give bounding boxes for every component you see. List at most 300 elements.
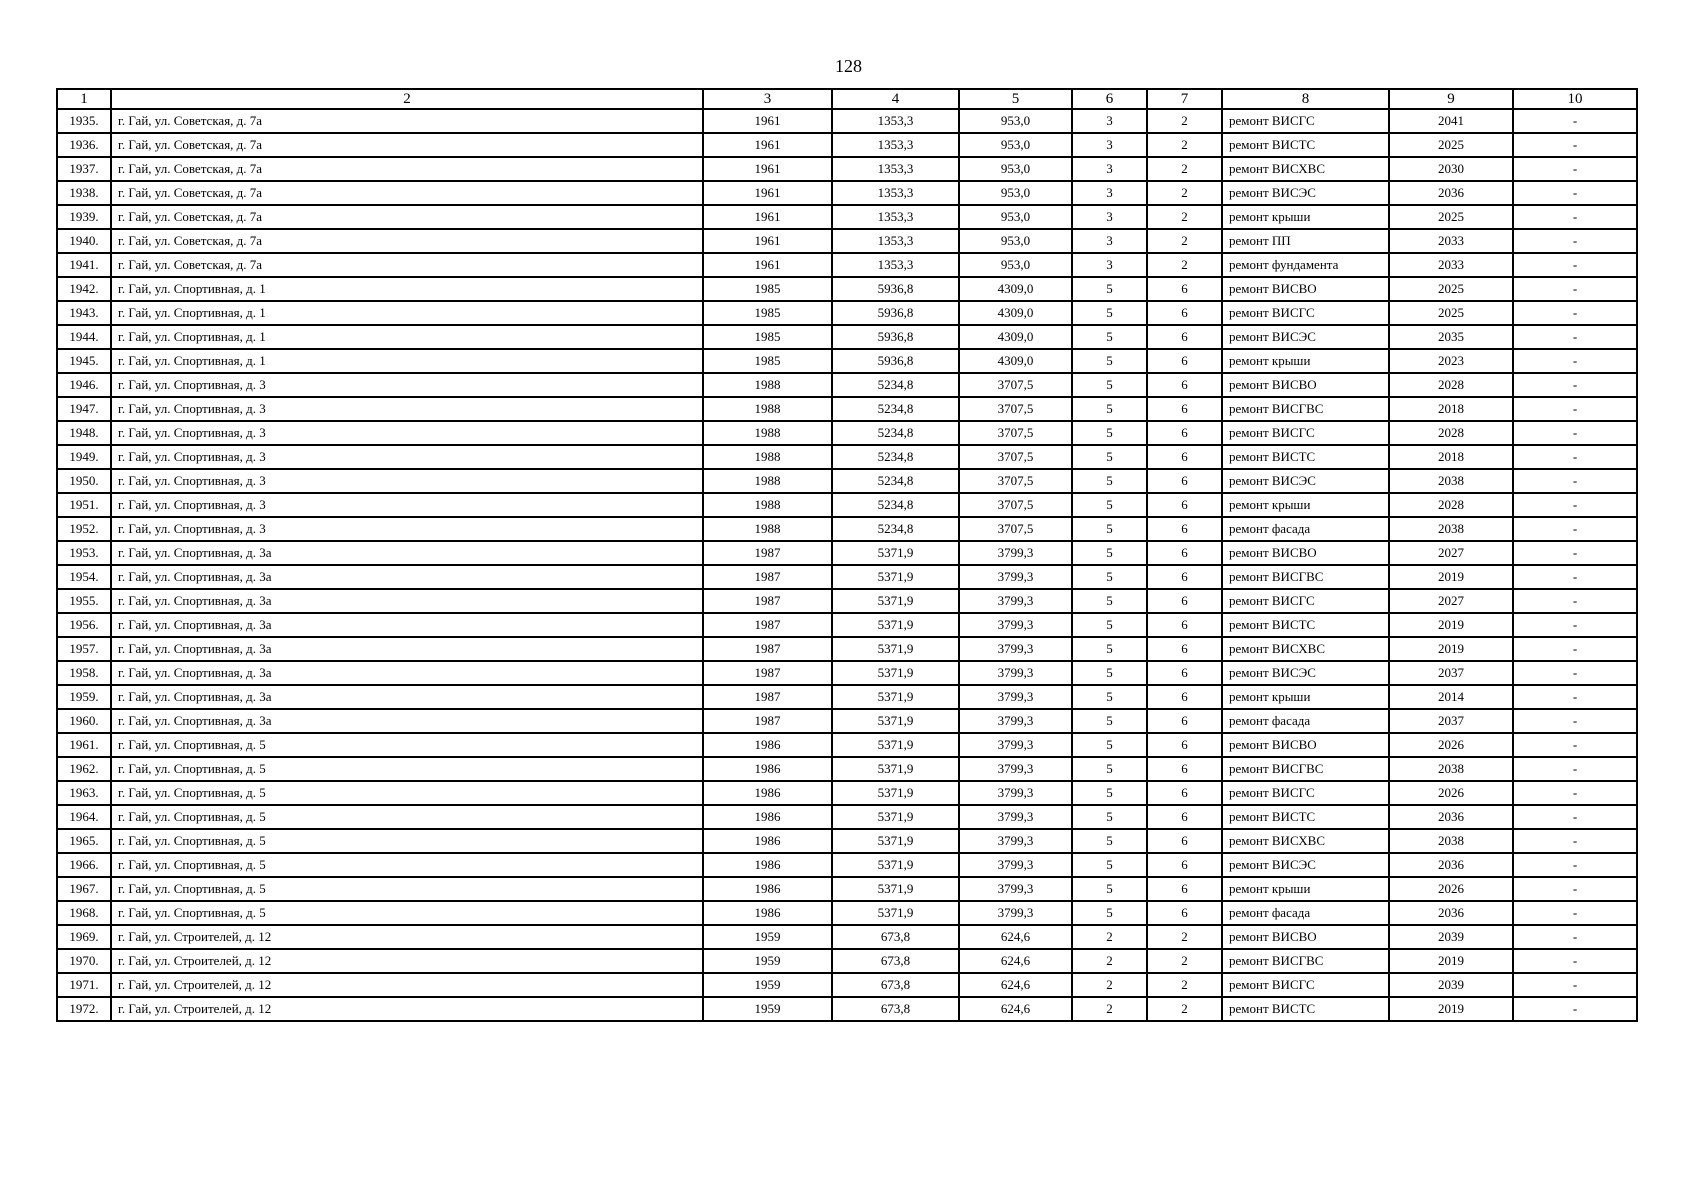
cell-floors: 3: [1072, 133, 1147, 157]
cell-total-area: 5936,8: [832, 301, 959, 325]
cell-planned-year: 2037: [1389, 661, 1513, 685]
cell-planned-year: 2026: [1389, 877, 1513, 901]
cell-living-area: 624,6: [959, 949, 1072, 973]
cell-total-area: 1353,3: [832, 157, 959, 181]
cell-entrances: 6: [1147, 757, 1222, 781]
cell-work-type: ремонт ВИСГВС: [1222, 397, 1389, 421]
cell-address: г. Гай, ул. Советская, д. 7а: [111, 253, 703, 277]
cell-row-number: 1965.: [57, 829, 111, 853]
table-row: [57, 469, 1637, 493]
cell-planned-year: 2019: [1389, 997, 1513, 1021]
cell-floors: 2: [1072, 997, 1147, 1021]
cell-total-area: 5371,9: [832, 541, 959, 565]
cell-total-area: 5371,9: [832, 589, 959, 613]
cell-total-area: 5936,8: [832, 325, 959, 349]
cell-floors: 2: [1072, 973, 1147, 997]
cell-total-area: 5234,8: [832, 517, 959, 541]
cell-floors: 5: [1072, 805, 1147, 829]
cell-note: -: [1513, 349, 1637, 373]
cell-note: -: [1513, 229, 1637, 253]
cell-floors: 5: [1072, 781, 1147, 805]
cell-total-area: 1353,3: [832, 205, 959, 229]
cell-row-number: 1945.: [57, 349, 111, 373]
cell-note: -: [1513, 253, 1637, 277]
cell-note: -: [1513, 109, 1637, 133]
cell-planned-year: 2038: [1389, 469, 1513, 493]
cell-planned-year: 2035: [1389, 325, 1513, 349]
cell-living-area: 3707,5: [959, 397, 1072, 421]
cell-year-built: 1988: [703, 421, 832, 445]
cell-row-number: 1940.: [57, 229, 111, 253]
cell-row-number: 1960.: [57, 709, 111, 733]
cell-work-type: ремонт ВИСТС: [1222, 613, 1389, 637]
cell-living-area: 3799,3: [959, 781, 1072, 805]
cell-planned-year: 2028: [1389, 373, 1513, 397]
cell-note: -: [1513, 685, 1637, 709]
cell-work-type: ремонт ВИСВО: [1222, 733, 1389, 757]
cell-address: г. Гай, ул. Спортивная, д. 5: [111, 733, 703, 757]
table-row: [57, 757, 1637, 781]
cell-note: -: [1513, 469, 1637, 493]
cell-row-number: 1963.: [57, 781, 111, 805]
cell-total-area: 5371,9: [832, 613, 959, 637]
cell-work-type: ремонт ВИСЭС: [1222, 469, 1389, 493]
cell-year-built: 1986: [703, 805, 832, 829]
cell-floors: 5: [1072, 853, 1147, 877]
cell-planned-year: 2025: [1389, 301, 1513, 325]
cell-work-type: ремонт крыши: [1222, 685, 1389, 709]
cell-work-type: ремонт ВИСВО: [1222, 541, 1389, 565]
cell-address: г. Гай, ул. Спортивная, д. 3а: [111, 589, 703, 613]
cell-living-area: 3707,5: [959, 373, 1072, 397]
cell-living-area: 3799,3: [959, 589, 1072, 613]
cell-living-area: 3799,3: [959, 541, 1072, 565]
cell-total-area: 5371,9: [832, 805, 959, 829]
cell-year-built: 1987: [703, 613, 832, 637]
cell-living-area: 4309,0: [959, 301, 1072, 325]
cell-living-area: 3707,5: [959, 421, 1072, 445]
cell-entrances: 6: [1147, 589, 1222, 613]
cell-row-number: 1959.: [57, 685, 111, 709]
cell-year-built: 1985: [703, 301, 832, 325]
cell-row-number: 1947.: [57, 397, 111, 421]
cell-address: г. Гай, ул. Спортивная, д. 5: [111, 853, 703, 877]
cell-entrances: 6: [1147, 829, 1222, 853]
table-row: [57, 925, 1637, 949]
table-row: [57, 877, 1637, 901]
cell-row-number: 1961.: [57, 733, 111, 757]
cell-planned-year: 2041: [1389, 109, 1513, 133]
cell-floors: 5: [1072, 469, 1147, 493]
cell-row-number: 1942.: [57, 277, 111, 301]
table-row: [57, 997, 1637, 1021]
table-row: [57, 133, 1637, 157]
cell-living-area: 3707,5: [959, 493, 1072, 517]
cell-work-type: ремонт ВИСЭС: [1222, 853, 1389, 877]
cell-row-number: 1948.: [57, 421, 111, 445]
cell-planned-year: 2036: [1389, 805, 1513, 829]
cell-total-area: 673,8: [832, 925, 959, 949]
cell-entrances: 2: [1147, 253, 1222, 277]
cell-entrances: 2: [1147, 181, 1222, 205]
cell-entrances: 2: [1147, 925, 1222, 949]
cell-note: -: [1513, 757, 1637, 781]
cell-planned-year: 2019: [1389, 949, 1513, 973]
cell-year-built: 1986: [703, 733, 832, 757]
cell-living-area: 953,0: [959, 229, 1072, 253]
table-row: [57, 397, 1637, 421]
cell-living-area: 953,0: [959, 253, 1072, 277]
cell-living-area: 3707,5: [959, 445, 1072, 469]
table-row: [57, 205, 1637, 229]
cell-planned-year: 2027: [1389, 541, 1513, 565]
cell-living-area: 953,0: [959, 157, 1072, 181]
table-row: [57, 805, 1637, 829]
cell-work-type: ремонт крыши: [1222, 205, 1389, 229]
cell-work-type: ремонт крыши: [1222, 349, 1389, 373]
cell-entrances: 6: [1147, 469, 1222, 493]
cell-entrances: 2: [1147, 133, 1222, 157]
cell-row-number: 1939.: [57, 205, 111, 229]
cell-floors: 5: [1072, 301, 1147, 325]
cell-address: г. Гай, ул. Спортивная, д. 3а: [111, 661, 703, 685]
cell-address: г. Гай, ул. Спортивная, д. 3а: [111, 709, 703, 733]
cell-row-number: 1936.: [57, 133, 111, 157]
cell-work-type: ремонт фасада: [1222, 901, 1389, 925]
cell-living-area: 3799,3: [959, 565, 1072, 589]
cell-entrances: 6: [1147, 613, 1222, 637]
cell-work-type: ремонт ВИСГС: [1222, 421, 1389, 445]
cell-floors: 5: [1072, 493, 1147, 517]
cell-floors: 5: [1072, 325, 1147, 349]
cell-address: г. Гай, ул. Советская, д. 7а: [111, 181, 703, 205]
cell-work-type: ремонт крыши: [1222, 493, 1389, 517]
cell-row-number: 1964.: [57, 805, 111, 829]
cell-floors: 5: [1072, 349, 1147, 373]
cell-floors: 5: [1072, 589, 1147, 613]
cell-row-number: 1950.: [57, 469, 111, 493]
cell-entrances: 6: [1147, 877, 1222, 901]
cell-work-type: ремонт ВИСХВС: [1222, 157, 1389, 181]
cell-entrances: 6: [1147, 421, 1222, 445]
cell-work-type: ремонт ВИСВО: [1222, 373, 1389, 397]
cell-work-type: ремонт ВИСГС: [1222, 973, 1389, 997]
cell-living-area: 624,6: [959, 973, 1072, 997]
cell-note: -: [1513, 613, 1637, 637]
cell-year-built: 1988: [703, 397, 832, 421]
cell-work-type: ремонт ВИСТС: [1222, 445, 1389, 469]
cell-total-area: 5371,9: [832, 733, 959, 757]
cell-floors: 5: [1072, 709, 1147, 733]
cell-entrances: 2: [1147, 997, 1222, 1021]
cell-year-built: 1961: [703, 133, 832, 157]
cell-address: г. Гай, ул. Спортивная, д. 3: [111, 445, 703, 469]
cell-planned-year: 2026: [1389, 733, 1513, 757]
cell-note: -: [1513, 493, 1637, 517]
cell-total-area: 5936,8: [832, 349, 959, 373]
cell-living-area: 953,0: [959, 133, 1072, 157]
cell-note: -: [1513, 133, 1637, 157]
table-row: [57, 445, 1637, 469]
table-row: [57, 661, 1637, 685]
cell-year-built: 1988: [703, 493, 832, 517]
cell-total-area: 5371,9: [832, 637, 959, 661]
cell-note: -: [1513, 805, 1637, 829]
cell-note: -: [1513, 325, 1637, 349]
cell-note: -: [1513, 445, 1637, 469]
cell-year-built: 1986: [703, 781, 832, 805]
cell-note: -: [1513, 301, 1637, 325]
cell-entrances: 6: [1147, 325, 1222, 349]
cell-entrances: 6: [1147, 373, 1222, 397]
cell-planned-year: 2028: [1389, 493, 1513, 517]
cell-planned-year: 2018: [1389, 397, 1513, 421]
cell-total-area: 5234,8: [832, 397, 959, 421]
cell-note: -: [1513, 709, 1637, 733]
cell-entrances: 2: [1147, 157, 1222, 181]
cell-floors: 5: [1072, 757, 1147, 781]
table-row: [57, 421, 1637, 445]
cell-entrances: 6: [1147, 541, 1222, 565]
cell-row-number: 1970.: [57, 949, 111, 973]
cell-entrances: 6: [1147, 685, 1222, 709]
cell-living-area: 3799,3: [959, 613, 1072, 637]
cell-total-area: 5371,9: [832, 781, 959, 805]
cell-year-built: 1986: [703, 829, 832, 853]
cell-floors: 5: [1072, 637, 1147, 661]
cell-total-area: 5371,9: [832, 829, 959, 853]
cell-year-built: 1987: [703, 565, 832, 589]
cell-planned-year: 2026: [1389, 781, 1513, 805]
cell-year-built: 1986: [703, 757, 832, 781]
cell-planned-year: 2038: [1389, 517, 1513, 541]
cell-planned-year: 2019: [1389, 613, 1513, 637]
cell-total-area: 1353,3: [832, 181, 959, 205]
cell-note: -: [1513, 853, 1637, 877]
cell-address: г. Гай, ул. Спортивная, д. 1: [111, 349, 703, 373]
cell-total-area: 5234,8: [832, 493, 959, 517]
cell-work-type: ремонт ВИСВО: [1222, 277, 1389, 301]
cell-work-type: ремонт ВИСХВС: [1222, 637, 1389, 661]
cell-floors: 5: [1072, 445, 1147, 469]
cell-address: г. Гай, ул. Советская, д. 7а: [111, 229, 703, 253]
cell-address: г. Гай, ул. Строителей, д. 12: [111, 997, 703, 1021]
cell-total-area: 5234,8: [832, 373, 959, 397]
cell-total-area: 673,8: [832, 973, 959, 997]
cell-planned-year: 2039: [1389, 925, 1513, 949]
cell-note: -: [1513, 157, 1637, 181]
column-header-9: 9: [1389, 89, 1513, 109]
column-header-1: 1: [57, 89, 111, 109]
cell-floors: 3: [1072, 253, 1147, 277]
cell-note: -: [1513, 373, 1637, 397]
cell-note: -: [1513, 877, 1637, 901]
cell-planned-year: 2033: [1389, 253, 1513, 277]
cell-entrances: 6: [1147, 349, 1222, 373]
header-row: [57, 89, 1637, 109]
cell-address: г. Гай, ул. Спортивная, д. 3: [111, 469, 703, 493]
cell-row-number: 1968.: [57, 901, 111, 925]
table-row: [57, 541, 1637, 565]
cell-entrances: 6: [1147, 445, 1222, 469]
cell-living-area: 624,6: [959, 997, 1072, 1021]
cell-row-number: 1966.: [57, 853, 111, 877]
cell-entrances: 6: [1147, 733, 1222, 757]
cell-floors: 5: [1072, 397, 1147, 421]
cell-note: -: [1513, 901, 1637, 925]
cell-year-built: 1961: [703, 181, 832, 205]
column-header-2: 2: [111, 89, 703, 109]
table-row: [57, 853, 1637, 877]
table-row: [57, 829, 1637, 853]
cell-note: -: [1513, 541, 1637, 565]
cell-living-area: 953,0: [959, 181, 1072, 205]
cell-planned-year: 2018: [1389, 445, 1513, 469]
cell-address: г. Гай, ул. Спортивная, д. 1: [111, 277, 703, 301]
cell-planned-year: 2014: [1389, 685, 1513, 709]
cell-address: г. Гай, ул. Спортивная, д. 1: [111, 325, 703, 349]
cell-address: г. Гай, ул. Строителей, д. 12: [111, 973, 703, 997]
cell-year-built: 1986: [703, 901, 832, 925]
table-body: [57, 109, 1637, 1021]
cell-note: -: [1513, 205, 1637, 229]
cell-floors: 5: [1072, 829, 1147, 853]
cell-row-number: 1937.: [57, 157, 111, 181]
cell-address: г. Гай, ул. Спортивная, д. 3: [111, 517, 703, 541]
cell-planned-year: 2037: [1389, 709, 1513, 733]
cell-total-area: 5936,8: [832, 277, 959, 301]
cell-entrances: 6: [1147, 301, 1222, 325]
cell-total-area: 5371,9: [832, 853, 959, 877]
cell-planned-year: 2019: [1389, 637, 1513, 661]
cell-work-type: ремонт фундамента: [1222, 253, 1389, 277]
cell-note: -: [1513, 637, 1637, 661]
table-row: [57, 589, 1637, 613]
cell-planned-year: 2036: [1389, 853, 1513, 877]
cell-total-area: 5371,9: [832, 685, 959, 709]
cell-floors: 5: [1072, 277, 1147, 301]
cell-row-number: 1951.: [57, 493, 111, 517]
cell-living-area: 3799,3: [959, 853, 1072, 877]
cell-living-area: 3707,5: [959, 517, 1072, 541]
cell-floors: 3: [1072, 205, 1147, 229]
cell-row-number: 1971.: [57, 973, 111, 997]
table-row: [57, 613, 1637, 637]
cell-planned-year: 2033: [1389, 229, 1513, 253]
cell-row-number: 1955.: [57, 589, 111, 613]
cell-note: -: [1513, 181, 1637, 205]
cell-note: -: [1513, 997, 1637, 1021]
cell-year-built: 1987: [703, 661, 832, 685]
cell-total-area: 1353,3: [832, 109, 959, 133]
cell-year-built: 1988: [703, 517, 832, 541]
cell-living-area: 3707,5: [959, 469, 1072, 493]
cell-work-type: ремонт ВИСГС: [1222, 301, 1389, 325]
cell-planned-year: 2025: [1389, 277, 1513, 301]
cell-living-area: 3799,3: [959, 901, 1072, 925]
cell-address: г. Гай, ул. Спортивная, д. 3а: [111, 637, 703, 661]
cell-row-number: 1938.: [57, 181, 111, 205]
cell-living-area: 3799,3: [959, 661, 1072, 685]
cell-row-number: 1954.: [57, 565, 111, 589]
cell-work-type: ремонт ВИСЭС: [1222, 181, 1389, 205]
cell-year-built: 1985: [703, 277, 832, 301]
cell-planned-year: 2019: [1389, 565, 1513, 589]
cell-row-number: 1957.: [57, 637, 111, 661]
cell-year-built: 1988: [703, 469, 832, 493]
cell-work-type: ремонт ВИСВО: [1222, 925, 1389, 949]
cell-planned-year: 2038: [1389, 757, 1513, 781]
cell-note: -: [1513, 589, 1637, 613]
cell-row-number: 1941.: [57, 253, 111, 277]
cell-row-number: 1972.: [57, 997, 111, 1021]
cell-year-built: 1959: [703, 925, 832, 949]
cell-address: г. Гай, ул. Спортивная, д. 3: [111, 421, 703, 445]
table-row: [57, 709, 1637, 733]
table-row: [57, 373, 1637, 397]
cell-year-built: 1961: [703, 109, 832, 133]
column-header-3: 3: [703, 89, 832, 109]
cell-year-built: 1959: [703, 949, 832, 973]
table-row: [57, 277, 1637, 301]
cell-planned-year: 2027: [1389, 589, 1513, 613]
cell-work-type: ремонт крыши: [1222, 877, 1389, 901]
cell-note: -: [1513, 949, 1637, 973]
cell-year-built: 1959: [703, 997, 832, 1021]
cell-note: -: [1513, 565, 1637, 589]
cell-year-built: 1961: [703, 157, 832, 181]
table-row: [57, 493, 1637, 517]
cell-address: г. Гай, ул. Спортивная, д. 3а: [111, 541, 703, 565]
table-row: [57, 229, 1637, 253]
table-row: [57, 301, 1637, 325]
cell-entrances: 6: [1147, 709, 1222, 733]
cell-year-built: 1987: [703, 709, 832, 733]
cell-total-area: 5371,9: [832, 901, 959, 925]
cell-total-area: 5371,9: [832, 709, 959, 733]
cell-entrances: 2: [1147, 973, 1222, 997]
cell-address: г. Гай, ул. Спортивная, д. 3а: [111, 565, 703, 589]
table-row: [57, 157, 1637, 181]
cell-entrances: 2: [1147, 229, 1222, 253]
cell-floors: 5: [1072, 733, 1147, 757]
cell-work-type: ремонт фасада: [1222, 709, 1389, 733]
cell-entrances: 6: [1147, 661, 1222, 685]
cell-note: -: [1513, 517, 1637, 541]
cell-planned-year: 2028: [1389, 421, 1513, 445]
cell-living-area: 4309,0: [959, 325, 1072, 349]
cell-total-area: 1353,3: [832, 229, 959, 253]
cell-address: г. Гай, ул. Спортивная, д. 5: [111, 805, 703, 829]
table-row: [57, 733, 1637, 757]
cell-address: г. Гай, ул. Спортивная, д. 3а: [111, 613, 703, 637]
cell-living-area: 3799,3: [959, 757, 1072, 781]
cell-note: -: [1513, 781, 1637, 805]
cell-entrances: 6: [1147, 565, 1222, 589]
cell-address: г. Гай, ул. Советская, д. 7а: [111, 133, 703, 157]
cell-year-built: 1988: [703, 373, 832, 397]
cell-floors: 5: [1072, 901, 1147, 925]
cell-planned-year: 2023: [1389, 349, 1513, 373]
page-number: 128: [835, 56, 862, 76]
cell-address: г. Гай, ул. Спортивная, д. 3: [111, 397, 703, 421]
cell-note: -: [1513, 733, 1637, 757]
cell-living-area: 953,0: [959, 205, 1072, 229]
cell-total-area: 1353,3: [832, 133, 959, 157]
cell-floors: 3: [1072, 157, 1147, 181]
cell-row-number: 1953.: [57, 541, 111, 565]
cell-total-area: 5234,8: [832, 445, 959, 469]
